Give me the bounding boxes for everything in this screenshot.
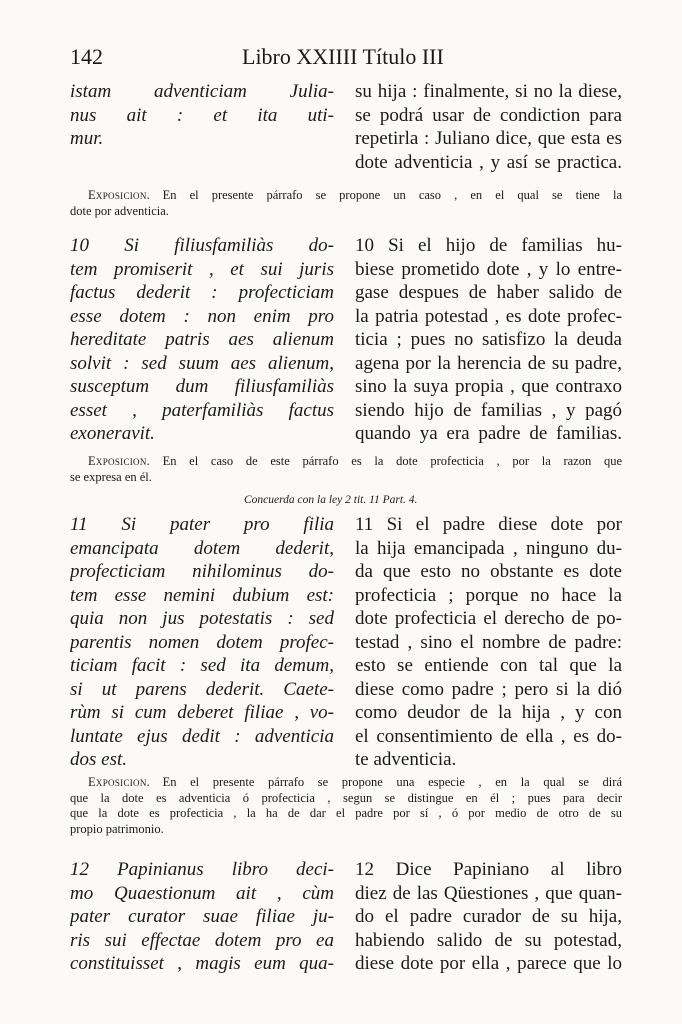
text-line: 12 Dice Papiniano al libro bbox=[355, 859, 622, 880]
text-line: constituisset , magis eum qua- bbox=[70, 953, 334, 974]
text-line: istam adventiciam Julia- bbox=[70, 81, 334, 102]
text-line: esset , paterfamiliàs factus bbox=[70, 399, 334, 421]
text-line: tem esse nemini dubium est: bbox=[70, 584, 334, 606]
exposicion-text: En el presente párrafo se propone un caso , en el qual se tiene la bbox=[162, 188, 622, 202]
text-line: testad , sino el nombre de padre: bbox=[355, 631, 622, 653]
exposicion-line bbox=[70, 791, 622, 807]
exposicion-line bbox=[70, 822, 622, 838]
text-line: repetirla : Juliano dice, que esta es bbox=[355, 128, 622, 149]
text-line: 10 Si filiusfamiliàs do- bbox=[70, 235, 334, 256]
section-12-latin bbox=[70, 858, 334, 976]
text-line: mo Quaestionum ait , cùm bbox=[70, 882, 334, 904]
exposicion-text: que la dote es profecticia , la ha de dar el padre por sí , ó por medio de otro de su bbox=[70, 806, 622, 820]
text-line: diez de las Qüestiones , que quan- bbox=[355, 882, 622, 904]
text-line: da que esto no obstante es dote bbox=[355, 561, 622, 582]
exposicion-text: dote por adventicia. bbox=[70, 203, 169, 218]
exposicion-label: Exposicion. bbox=[88, 454, 151, 468]
text-line: 12 Papinianus libro deci- bbox=[70, 859, 334, 880]
exposicion-line bbox=[70, 806, 622, 822]
text-line: agena por la herencia de su padre, bbox=[355, 352, 622, 374]
exposicion-line bbox=[70, 204, 622, 220]
text-line: hereditate patris aes alienum bbox=[70, 329, 334, 350]
section-10-latin bbox=[70, 234, 334, 446]
text-line: exoneravit. bbox=[70, 423, 155, 444]
text-line: factus dederit : profecticiam bbox=[70, 282, 334, 303]
text-line: se podrá usar de condiction para bbox=[355, 104, 622, 126]
exposicion-label: Exposicion. bbox=[88, 775, 151, 789]
text-line: quia non jus potestatis : sed bbox=[70, 608, 334, 629]
text-line: la patria potestad , es dote profec- bbox=[355, 305, 622, 327]
text-line: habiendo salido de su potestad, bbox=[355, 929, 622, 951]
text-line: parentis nomen dotem profec- bbox=[70, 631, 334, 653]
running-header bbox=[70, 44, 618, 78]
exposicion-text: En el caso de este párrafo es la dote profecticia , por la razon que bbox=[162, 454, 622, 468]
text-line: te adventicia. bbox=[355, 749, 457, 770]
intro-spanish-column bbox=[355, 80, 622, 174]
concordance-note: Concuerda con la ley 2 tit. 11 Part. 4. bbox=[244, 494, 418, 506]
running-title: Libro XXIIII Título III bbox=[242, 44, 444, 69]
text-line: su hija : finalmente, si no la diese, bbox=[355, 81, 622, 102]
exposicion-text: En el presente párrafo se propone una especie , en la qual se dirá bbox=[162, 775, 622, 789]
exposicion-text: se expresa en él. bbox=[70, 469, 152, 484]
exposicion-line bbox=[70, 470, 622, 486]
section-11-spanish bbox=[355, 513, 622, 772]
text-line: do el padre curador de su hija, bbox=[355, 906, 622, 927]
text-line: biese prometido dote , y lo entre- bbox=[355, 258, 622, 280]
text-line: 10 Si el hijo de familias hu- bbox=[355, 235, 622, 256]
exposicion-line bbox=[70, 454, 622, 470]
text-line: el consentimiento de ella , es do- bbox=[355, 725, 622, 747]
text-line: pater curator suae filiae ju- bbox=[70, 906, 334, 927]
text-line: quando ya era padre de familias. bbox=[355, 423, 622, 444]
exposicion-2 bbox=[70, 454, 622, 485]
exposicion-line bbox=[70, 188, 622, 204]
exposicion-text: propio patrimonio. bbox=[70, 821, 164, 836]
text-line: 11 Si pater pro filia bbox=[70, 514, 334, 535]
intro-latin-column bbox=[70, 80, 334, 151]
text-line: nus ait : et ita uti- bbox=[70, 104, 334, 126]
text-line: rùm si cum deberet filiae , vo- bbox=[70, 702, 334, 723]
text-line: si ut parens dederit. Caete- bbox=[70, 678, 334, 700]
text-line: esto se entiende con tal que la bbox=[355, 655, 622, 676]
exposicion-line bbox=[70, 775, 622, 791]
text-line: dote profecticia el derecho de po- bbox=[355, 608, 622, 629]
text-line: luntate ejus dedit : adventicia bbox=[70, 725, 334, 747]
text-line: siendo hijo de familias , y pagó bbox=[355, 399, 622, 421]
text-line: diese dote por ella , parece que lo bbox=[355, 953, 622, 974]
text-line: tem promiserit , et sui juris bbox=[70, 258, 334, 280]
text-line: dote adventicia , y así se practica. bbox=[355, 151, 622, 173]
text-line: ticia ; pues no satisfizo la deuda bbox=[355, 329, 622, 350]
text-line: sino la suya propia , que contraxo bbox=[355, 376, 622, 397]
text-line: ris sui effectae dotem pro ea bbox=[70, 929, 334, 951]
text-line: esse dotem : non enim pro bbox=[70, 305, 334, 327]
exposicion-3 bbox=[70, 775, 622, 837]
text-line: la hija emancipada , ninguno du- bbox=[355, 537, 622, 559]
text-line: ticiam facit : sed ita demum, bbox=[70, 655, 334, 676]
text-line: gase despues de haber salido de bbox=[355, 282, 622, 303]
text-line: profecticiam nihilominus do- bbox=[70, 561, 334, 582]
page-number: 142 bbox=[70, 44, 103, 69]
section-12-spanish bbox=[355, 858, 622, 976]
text-line: emancipata dotem dederit, bbox=[70, 537, 334, 559]
text-line: mur. bbox=[70, 128, 104, 149]
text-line: profecticia ; porque no hace la bbox=[355, 584, 622, 606]
text-line: 11 Si el padre diese dote por bbox=[355, 514, 622, 535]
exposicion-label: Exposicion. bbox=[88, 188, 151, 202]
text-line: susceptum dum filiusfamiliàs bbox=[70, 376, 334, 397]
exposicion-1 bbox=[70, 188, 622, 219]
section-10-spanish bbox=[355, 234, 622, 446]
exposicion-text: que la dote es adventicia ó profecticia , segun se distingue en él ; pues para decir bbox=[70, 790, 622, 805]
text-line: como deudor de la hija , y con bbox=[355, 702, 622, 723]
text-line: diese como padre ; pero si la dió bbox=[355, 678, 622, 700]
text-line: solvit : sed suum aes alienum, bbox=[70, 352, 334, 374]
section-11-latin bbox=[70, 513, 334, 772]
text-line: dos est. bbox=[70, 749, 127, 770]
